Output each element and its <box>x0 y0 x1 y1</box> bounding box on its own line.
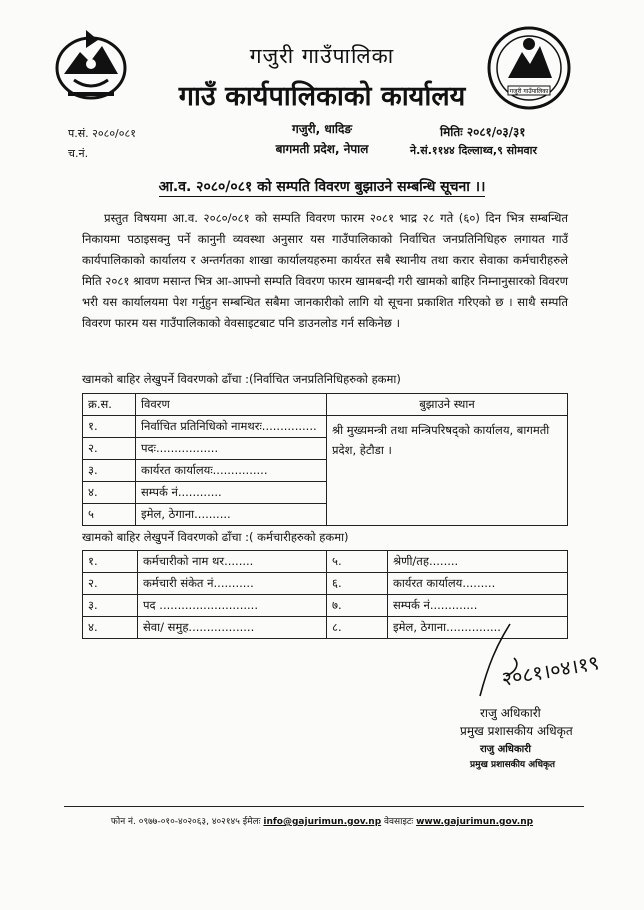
table-row-sn: ५ <box>83 504 136 526</box>
footer-web-link[interactable]: www.gajurimun.gov.np <box>416 817 534 827</box>
nepal-sambat-date: ने.सं.११४४ दिल्लाथ्व,९ सोमवार <box>410 144 537 157</box>
table-row-sn: १. <box>83 416 136 438</box>
table-row-item: इमेल, ठेगाना............... <box>388 617 568 639</box>
table-row-item: पदः................. <box>136 438 327 460</box>
table-row-sn: २. <box>83 573 138 595</box>
header-submit-to: बुझाउने स्थान <box>327 394 568 416</box>
table1-caption: खामको बाहिर लेखुपर्ने विवरणको ढाँचा :(निर्वाचित जनप्रतिनिधिहरुको हकमा) <box>82 372 401 386</box>
footer-email-link[interactable]: info@gajurimun.gov.np <box>263 817 382 827</box>
submit-to-cell: श्री मुख्यमन्त्री तथा मन्त्रिपरिषद्को कार्यालय, बागमती प्रदेश, हेटौडा । <box>327 416 568 526</box>
table-row-item: कार्यरत कार्यालयः............... <box>136 460 327 482</box>
footer-divider <box>64 806 584 807</box>
table-row-item: पद ........................... <box>138 595 327 617</box>
table-row-item: निर्वाचित प्रतिनिधिको नामथरः............... <box>136 416 327 438</box>
table-row-sn: ५. <box>327 551 388 573</box>
header-sn: क्र.स. <box>83 394 136 416</box>
header-item: विवरण <box>136 394 327 416</box>
table-row-item: सेवा/ समुह.................. <box>138 617 327 639</box>
org-name: गजुरी गाउँपालिका <box>249 44 395 68</box>
elected-representatives-table <box>82 393 568 526</box>
stamp-designation: प्रमुख प्रशासकीय अधिकृत <box>470 760 556 770</box>
table-row-sn: ३. <box>83 595 138 617</box>
chn-number: च.नं. <box>68 147 89 160</box>
table-row-item: सम्पर्क नं............. <box>388 595 568 617</box>
footer-web-label: वेवसाइटः <box>384 817 414 827</box>
notice-title: आ.व. २०८०/०८१ को सम्पति विवरण बुझाउने सम्बन्धि सूचना ।। <box>158 179 486 195</box>
handwritten-signature <box>466 606 606 706</box>
table-row-sn: ८. <box>327 617 388 639</box>
table-row-item: श्रेणी/तह........ <box>388 551 568 573</box>
table-row-item: कर्मचारी संकेत नं........... <box>138 573 327 595</box>
stamp-name: राजु अधिकारी <box>480 744 531 755</box>
signatory-designation: प्रमुख प्रशासकीय अधिकृत <box>460 724 573 738</box>
date: मितिः २०८१/०३/३१ <box>440 125 526 139</box>
address-line-1: गजुरी, धादिङ <box>291 122 353 136</box>
footer <box>0 814 644 827</box>
footer-phone: फोन नं. ०९७७-०१०-४०२०६३, ४०२१४५ <box>110 817 240 827</box>
ps-number: प.सं. २०८०/०८१ <box>68 127 136 140</box>
table-row-item: कार्यरत कार्यालय......... <box>388 573 568 595</box>
table-row-item: इमेल, ठेगाना.......... <box>136 504 327 526</box>
table-row-item: सम्पर्क नं............ <box>136 482 327 504</box>
seal-text: गजुरी गाउँपालिका <box>509 88 549 95</box>
table-row-sn: २. <box>83 438 136 460</box>
table-row-sn: १. <box>83 551 138 573</box>
table2-caption: खामको बाहिर लेखुपर्ने विवरणको ढाँचा :( कर्मचारीहरुको हकमा) <box>82 530 349 544</box>
office-name: गाउँ कार्यपालिकाको कार्यालय <box>178 81 466 112</box>
table-row-sn: ४. <box>83 482 136 504</box>
handwritten-date: २०८१।०४।१९ <box>499 650 601 691</box>
table-row-item: कर्मचारीको नाम थर........ <box>138 551 327 573</box>
footer-email-label: ईमेलः <box>242 817 261 827</box>
notice-body: प्रस्तुत विषयमा आ.व. २०८०/०८१ को सम्पति विवरण फारम २०८१ भाद्र २८ गते (६०) दिन भित्र सम्बन्धित निकायमा पठाइसक्नु पर्ने कानुनी व्यवस्था अनुसार यस गाउँपालिकाको निर्वाचित जनप्रतिनिधिहरु लगायत गाउँ कार्यपालिकाको कार्यालय र अन्तर्गतका शाखा कार्यालयहरुमा कार्यरत सबै स्थानीय तथा करार सेवाका कर्मचारीहरुले मिति २०८१ श्रावण मसान्त भित्र आ-आफ्नो सम्पति विवरण फारम खामबन्दी गरी खामको बाहिर निम्नानुसारको विवरण भरी यस कार्यालयमा पेश गर्नुहुन सम्बन्धित सबैमा जानकारीको लागि यो सूचना प्रकाशित गरिएको छ । साथै सम्पति विवरण फारम यस गाउँपालिकाको वेवसाइटबाट पनि डाउनलोड गर्न सकिनेछ । <box>82 211 568 330</box>
table-row-sn: ४. <box>83 617 138 639</box>
table-row-sn: ७. <box>327 595 388 617</box>
table-row-sn: ६. <box>327 573 388 595</box>
table-row-sn: ३. <box>83 460 136 482</box>
signatory-name: राजु अधिकारी <box>480 706 541 720</box>
address-line-2: बागमती प्रदेश, नेपाल <box>275 142 369 156</box>
